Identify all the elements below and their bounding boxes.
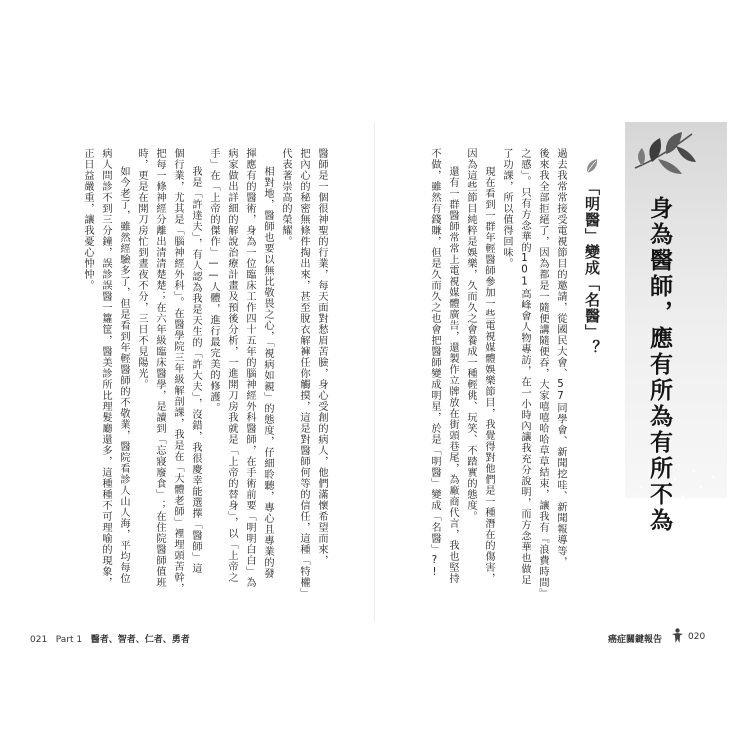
body-text-column: 後來我全部拒絕了，因為都是一隨便講隨便吞，大家嘻嘻哈哈草草結束，讓我有『浪費時間』: [537, 148, 548, 599]
book-title: 癌症關鍵報告: [608, 635, 663, 645]
body-text-column: 時，更是在開刀房忙到晝夜不分，三日不見陽光。: [136, 148, 147, 390]
section-subtitle: 「明醫」變成「名醫」？: [583, 180, 601, 356]
body-text-column: 了功課，所以值得回味。: [501, 148, 512, 269]
part-label: Part 1: [55, 635, 83, 645]
body-text-column: 病人問診不到三分鐘，誤診誤醫一籮筐，醫美診所比理髮廳還多，這種種不可理喻的現象，: [100, 148, 111, 588]
body-text-column: 代表著崇高的榮耀。: [280, 148, 291, 247]
leaf-branch-icon: [630, 128, 700, 176]
body-text-column: 過去我常常接受電視節目的邀請，從國民大會、57同學會、新聞挖哇、新聞報導等，: [555, 148, 566, 568]
body-text-column: 之感」。只有方念華的101高峰會人物專訪，在一小時內讓我充分說明，而方念華也做足: [519, 148, 530, 586]
page-number: 021: [30, 635, 48, 645]
section-name: 醫者、智者、仁者、勇者: [90, 635, 190, 645]
body-text-column: 揮應有的醫術，身為一位臨床工作四十五年的腦神經外科醫師，在手術前要「明明白白」為: [244, 148, 255, 588]
chapter-title-panel: [625, 122, 727, 498]
body-text-column: 如今老了，雖然經驗多了，但是看到年輕醫師的不敬業，醫院看診人山人海，平均每位: [118, 166, 129, 584]
body-text-column: 把每一條神經分離出清清楚楚；在六年級臨床醫學，是讀到「忘寢廢食」；在住院醫師值班: [154, 148, 165, 588]
body-text-column: 醫師是一個很神聖的行業，每天面對愁眉苦臉，身心受創的病人，他們滿懷希望而來，: [316, 148, 327, 566]
body-text-column: 個行業，尤其是「腦神經外科」。在醫學院三年級解剖課，我是在「大體老師」裡埋頭苦幹，: [172, 148, 183, 594]
body-text-column: 正日益嚴重，讓我憂心忡忡。: [82, 148, 93, 291]
body-text-column: 病家做出詳細的解說治療計畫及預後分析，一進開刀房我就是「上帝的替身」，以「上帝之: [226, 148, 237, 583]
body-text-column: 還有一群醫師常常上電視媒體廣告，還製作立牌放在街頭巷尾，為廠商代言，我也堅持: [447, 166, 458, 584]
body-text-column: 現在看到一群年輕醫師參加一些電視媒體娛樂節目，我覺得對他們是一種潛在的傷害，: [483, 166, 494, 584]
body-text-column: 相對地，醫師也要以無比敬畏之心，「視病如親」的態度，仔細聆聽，專心且專業的發: [262, 166, 273, 579]
page-gutter: [374, 122, 375, 622]
leaf-icon: [585, 158, 599, 174]
body-text-column: 不做，雖然有錢賺，但是久而久之也會把醫師變成明星，於是「明醫」變成「名醫」?!: [429, 148, 440, 579]
person-icon: [671, 628, 684, 644]
body-text-column: 手」在「上帝的傑作」——人體，進行最完美的修護。: [208, 148, 219, 414]
page-number: 020: [688, 632, 706, 642]
left-page-footer: [30, 632, 190, 645]
body-text-column: 因為這些節目純粹是娛樂，久而久之會養成一種輕佻、玩笑、不踏實的態度。: [465, 148, 476, 522]
body-text-column: 把內心的秘密無條件掏出來，甚至脫衣解褲任你觸摸，這是對醫師何等的信任，這種「特權」: [298, 148, 309, 599]
body-text-column: 我是「許達夫」，有人認為我是天生的「許大夫」，沒錯，我很慶幸能選擇「醫師」這: [190, 166, 201, 574]
chapter-title: 身為醫師，應有所為有所不為: [646, 196, 672, 534]
right-page-footer: [608, 632, 662, 645]
